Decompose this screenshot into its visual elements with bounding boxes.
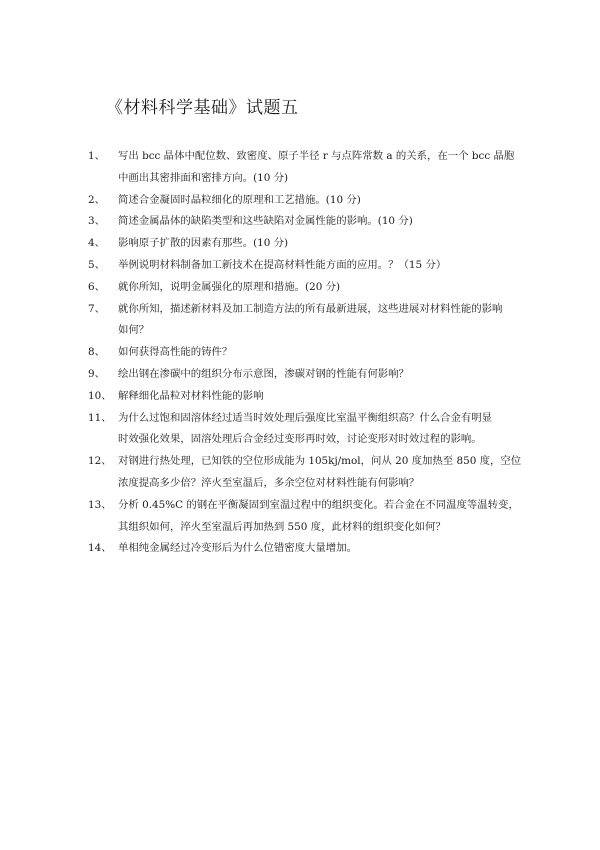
question-text-line: 单相纯金属经过冷变形后为什么位错密度大量增加。 [118,542,357,555]
question-item [88,538,528,560]
question-number: 4、 [88,237,106,250]
question-text [118,255,528,277]
question-item [88,408,528,452]
question-text-line: 简述金属晶体的缺陷类型和这些缺陷对金属性能的影响。(10 分) [118,215,413,228]
question-text-line: 分析 0.45%C 的钢在平衡凝固到室温过程中的组织变化。若合金在不同温度等温转变， [118,498,519,511]
question-text-line: 解释细化晶粒对材料性能的影响 [118,389,264,402]
question-item [88,364,528,386]
question-number: 7、 [88,302,106,315]
question-item [88,255,528,277]
question-text-line: 浓度提高多少倍？淬火至室温后，多余空位对材料性能有何影响？ [118,476,420,489]
question-text-line: 如何？ [118,324,150,337]
question-text [118,277,528,299]
question-text-line: 写出 bcc 晶体中配位数、致密度、原子半径 r 与点阵常数 a 的关系，在一个 bcc 晶胞 [118,150,515,162]
question-number: 8、 [88,346,106,359]
question-text [118,495,528,539]
question-item [88,190,528,212]
question-text-line: 对钢进行热处理，已知铁的空位形成能为 105kj/mol，问从 20 度加热至 850 度，空位 [118,455,522,468]
question-text [118,408,528,452]
question-text-line: 如何获得高性能的铸件？ [118,346,233,359]
question-item [88,233,528,255]
question-item [88,277,528,299]
question-text-line: 绘出钢在渗碳中的组织分布示意图，渗碳对钢的性能有何影响？ [118,367,409,380]
question-text [118,190,528,212]
question-text-line: 举例说明材料制备加工新技术在提高材料性能方面的应用。？（15 分） [118,258,447,271]
question-text [118,451,528,495]
question-number: 13、 [88,498,112,511]
question-text [118,364,528,386]
question-text [118,211,528,233]
question-number: 3、 [88,215,106,228]
question-item [88,495,528,539]
question-number: 9、 [88,367,106,380]
question-text-line: 中画出其密排面和密排方向。(10 分) [118,171,289,184]
question-text-line: 简述合金凝固时晶粒细化的原理和工艺措施。(10 分) [118,193,361,206]
question-item [88,342,528,364]
question-text-line: 为什么过饱和固溶体经过适当时效处理后强度比室温平衡组织高？什么合金有明显 [118,411,493,424]
question-text-line: 就你所知，描述新材料及加工制造方法的所有最新进展，这些进展对材料性能的影响 [118,302,503,315]
question-number: 2、 [88,193,106,206]
question-list [88,146,528,560]
question-text-line: 就你所知，说明金属强化的原理和措施。(20 分) [118,280,341,293]
question-item [88,451,528,495]
question-number: 1、 [88,150,106,162]
question-item [88,146,528,190]
question-text [118,299,528,343]
question-item [88,386,528,408]
question-number: 12、 [88,455,112,468]
question-number: 11、 [88,411,112,424]
question-item [88,211,528,233]
question-number: 14、 [88,542,112,555]
question-text [118,386,528,408]
question-text [118,233,528,255]
question-number: 10、 [88,389,112,402]
question-number: 6、 [88,280,106,293]
question-text-line: 时效强化效果，固溶处理后合金经过变形再时效，讨论变形对时效过程的影响。 [118,433,482,446]
page-title: 《材料科学基础》试题五 [106,98,299,118]
question-number: 5、 [88,258,106,271]
question-text-line: 影响原子扩散的因素有那些。(10 分) [118,237,289,250]
question-text-line: 其组织如何，淬火至室温后再加热到 550 度，此材料的组织变化如何？ [118,520,446,533]
question-item [88,299,528,343]
question-text [118,146,528,190]
question-text [118,342,528,364]
question-text [118,538,528,560]
